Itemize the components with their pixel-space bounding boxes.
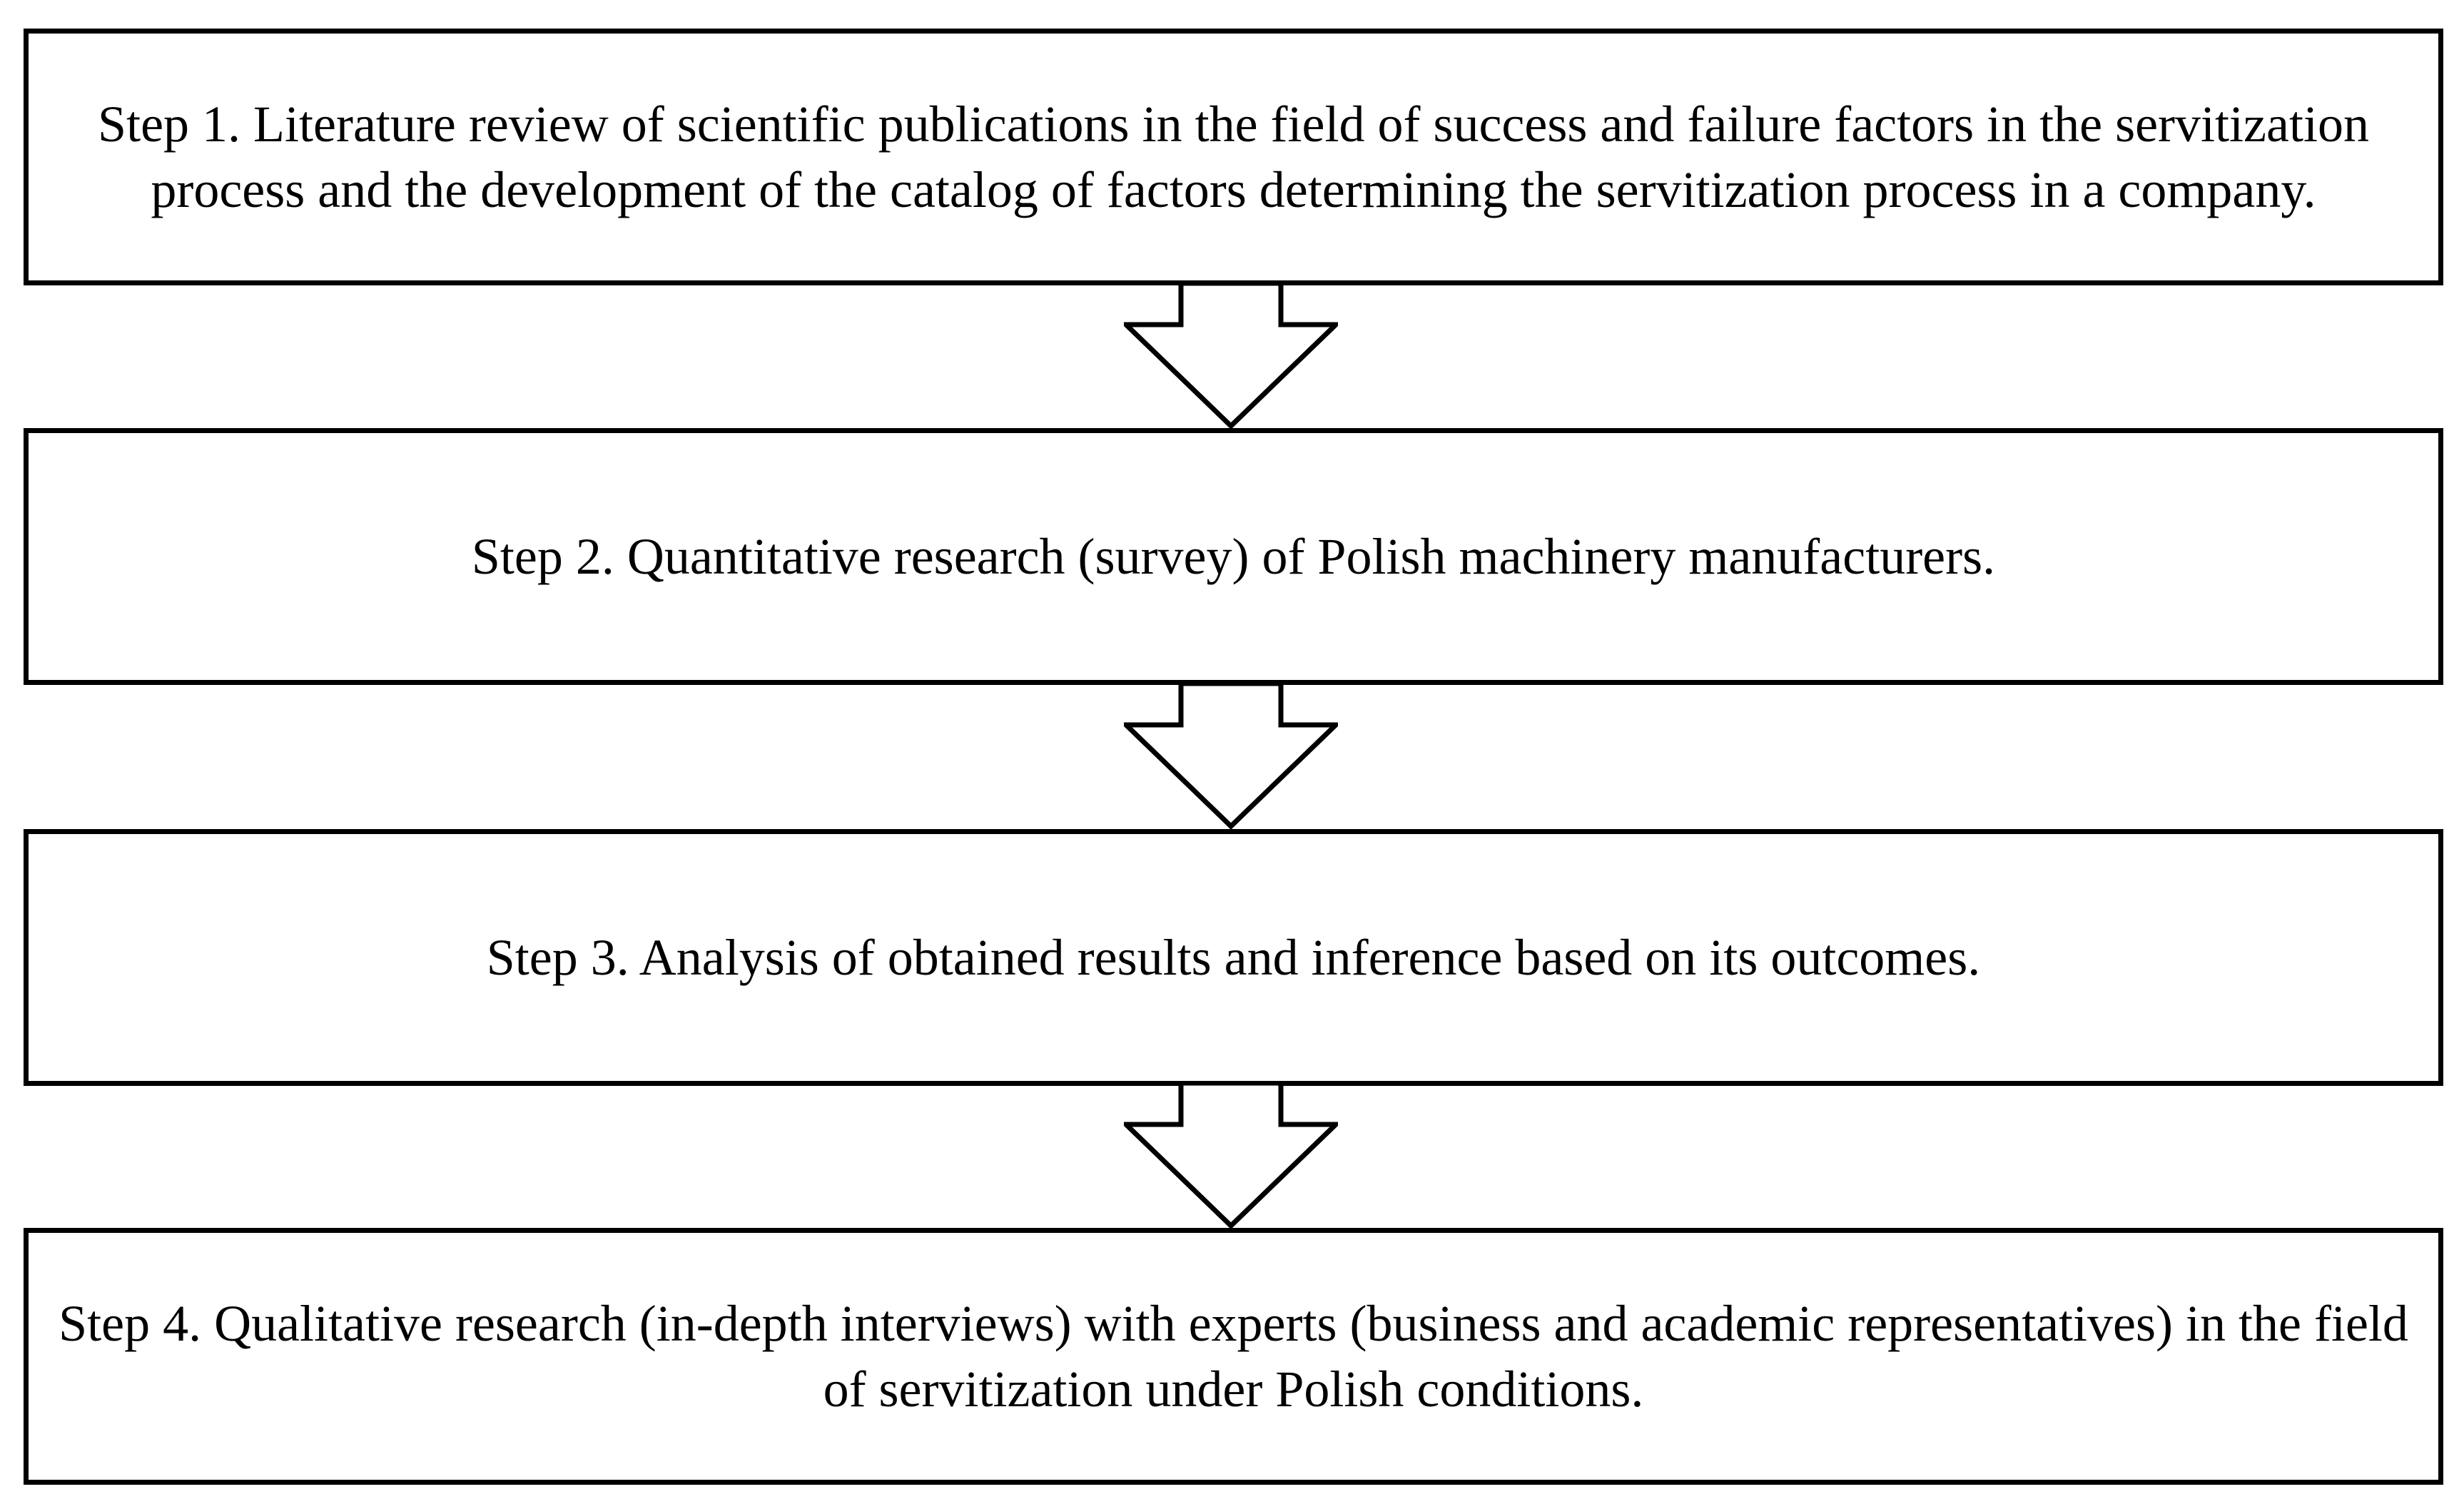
step-1-box [24,29,2443,285]
step-4-text: Step 4. Qualitative research (in-depth interviews) with experts (business and academic representatives) in the field of servitization under Polish conditions. [59,1295,2408,1418]
step-2-box [24,428,2443,685]
step-3-box [24,829,2443,1086]
step-1-text: Step 1. Literature review of scientific publications in the field of success and failure factors in the servitization process and the development of the catalog of factors determining the servitization process in a company. [98,96,2369,218]
down-arrow-icon [1124,1083,1338,1229]
step-3-text: Step 3. Analysis of obtained results and inference based on its outcomes. [486,929,1981,986]
step-2-text: Step 2. Quantitative research (survey) of Polish machinery manufacturers. [471,528,1996,585]
down-arrow-icon [1124,283,1338,430]
down-arrow-icon [1124,684,1338,830]
step-4-box [24,1228,2443,1485]
